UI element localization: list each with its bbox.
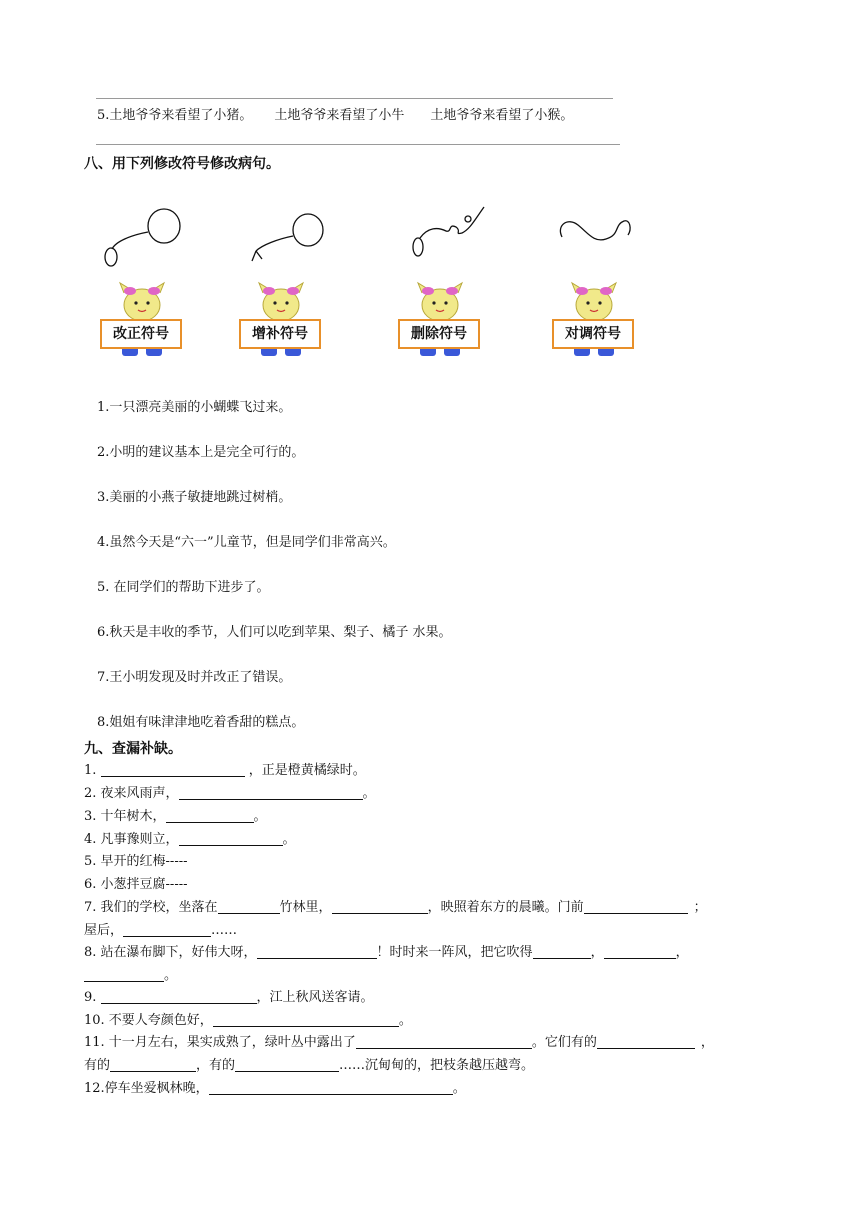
q11-line1: 11. 十一月左右，果实成熟了，绿叶丛中露出了 。它们有的 ， xyxy=(84,1035,714,1050)
symbol-label-insert: 增补符号 xyxy=(239,319,321,349)
q1-blank[interactable] xyxy=(101,762,245,777)
q11-line2: 有的 ，有的 ……沉甸甸的，把枝条越压越弯。 xyxy=(84,1058,535,1073)
q7-line1: 7. 我们的学校，坐落在 竹林里， ，映照着东方的晨曦。门前 ； xyxy=(84,900,707,915)
q11-blank-4[interactable] xyxy=(235,1057,339,1072)
q8-line2: 。 xyxy=(84,967,177,985)
q2: 2. 夜来风雨声， 。 xyxy=(84,786,376,801)
q7-blank-3[interactable] xyxy=(584,899,688,914)
s8-sentence-3: 3.美丽的小燕子敏捷地跳过树梢。 xyxy=(97,490,292,505)
sentence-5-c: 土地爷爷来看望了小猴。 xyxy=(430,108,574,123)
q12: 12.停车坐爱枫林晚， 。 xyxy=(84,1081,466,1096)
q8-line1: 8. 站在瀑布脚下，好伟大呀， ！时时来一阵风，把它吹得 ， ， xyxy=(84,945,689,960)
s8-sentence-1: 1.一只漂亮美丽的小蝴蝶飞过来。 xyxy=(97,400,292,415)
s8-sentence-4: 4.虽然今天是“六一”儿童节，但是同学们非常高兴。 xyxy=(97,535,396,550)
q2-blank[interactable] xyxy=(179,785,363,800)
symbol-card-delete xyxy=(392,195,502,375)
s8-sentence-8: 8.姐姐有味津津地吃着香甜的糕点。 xyxy=(97,715,305,730)
q3: 3. 十年树木， 。 xyxy=(84,809,267,824)
q7-blank-4[interactable] xyxy=(123,922,211,937)
q4: 4. 凡事豫则立， 。 xyxy=(84,832,296,847)
q1: 1. ，正是橙黄橘绿时。 xyxy=(84,763,366,778)
q10: 10. 不要人夸颜色好， 。 xyxy=(84,1013,412,1028)
s8-sentence-2: 2.小明的建议基本上是完全可行的。 xyxy=(97,445,305,460)
q8-blank-2[interactable] xyxy=(533,944,591,959)
q4-blank[interactable] xyxy=(179,831,283,846)
section-8-heading: 八、用下列修改符号修改病句。 xyxy=(84,156,280,172)
section-9-heading: 九、查漏补缺。 xyxy=(84,741,182,757)
q11-blank-1[interactable] xyxy=(356,1034,532,1049)
divider-bottom xyxy=(96,144,620,145)
sentence-5-b: 土地爷爷来看望了小牛 xyxy=(274,108,405,123)
q9: 9. ，江上秋风送客请。 xyxy=(84,990,374,1005)
s8-sentence-5: 5. 在同学们的帮助下进步了。 xyxy=(97,580,270,595)
q11-blank-2[interactable] xyxy=(597,1034,695,1049)
s8-sentence-6: 6.秋天是丰收的季节，人们可以吃到苹果、梨子、橘子 水果。 xyxy=(97,625,452,640)
q9-blank[interactable] xyxy=(101,989,257,1004)
sentence-5-a: 5.土地爷爷来看望了小猪。 xyxy=(97,108,253,123)
q8-blank-1[interactable] xyxy=(257,944,377,959)
q8-blank-4[interactable] xyxy=(84,967,164,982)
symbol-label-swap: 对调符号 xyxy=(552,319,634,349)
symbol-label-delete: 删除符号 xyxy=(398,319,480,349)
symbol-card-insert xyxy=(233,195,343,375)
q11-blank-3[interactable] xyxy=(110,1057,196,1072)
q6: 6. 小葱拌豆腐----- xyxy=(84,877,188,892)
symbol-card-swap xyxy=(546,195,656,375)
q7-blank-2[interactable] xyxy=(332,899,428,914)
q8-blank-3[interactable] xyxy=(604,944,676,959)
q12-blank[interactable] xyxy=(209,1080,453,1095)
q7-blank-1[interactable] xyxy=(218,899,280,914)
divider-top xyxy=(96,98,613,99)
symbol-label-correct: 改正符号 xyxy=(100,319,182,349)
q5: 5. 早开的红梅----- xyxy=(84,854,188,869)
q3-blank[interactable] xyxy=(166,808,254,823)
s8-sentence-7: 7.王小明发现及时并改正了错误。 xyxy=(97,670,292,685)
q7-line2: 屋后， …… xyxy=(84,923,238,938)
q10-blank[interactable] xyxy=(213,1012,399,1027)
sentence-5-group xyxy=(97,107,573,125)
symbol-card-correct xyxy=(94,195,204,375)
